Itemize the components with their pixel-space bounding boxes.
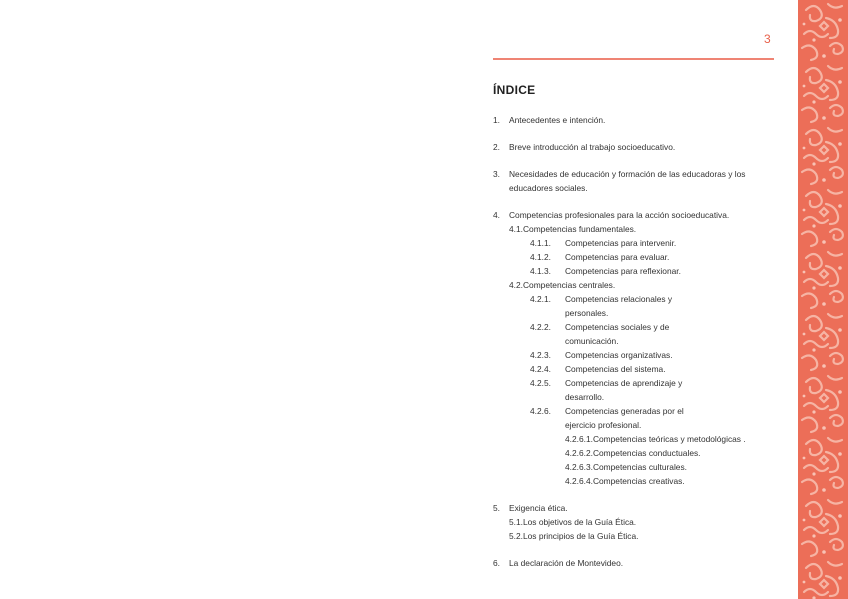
header-rule [493, 58, 774, 60]
toc-number: 6. [493, 558, 500, 568]
toc-item-2 [493, 140, 788, 154]
toc-number: 4.2.6. [530, 406, 551, 416]
toc-text: Necesidades de educación y formación de las educadoras y los educadores sociales. [509, 169, 746, 193]
toc-item-4-1-1 [493, 236, 788, 250]
toc-number: 5.2. [509, 531, 523, 541]
toc-item-4-2 [493, 278, 788, 292]
toc-text: Competencias relacionales y personales. [565, 294, 673, 318]
toc-item-4-1-3 [493, 264, 788, 278]
toc-text: Competencias conductuales. [592, 448, 701, 458]
toc-text: Competencias creativas. [592, 476, 685, 486]
toc-text: Competencias centrales. [522, 280, 616, 290]
toc-item-4-2-2 [493, 320, 788, 348]
toc-item-1 [493, 113, 788, 127]
toc-text: Competencias teóricas y metodológicas . [592, 434, 746, 444]
toc-text: Breve introducción al trabajo socioeducativo. [509, 142, 676, 152]
toc-number: 4.2.4. [530, 364, 551, 374]
toc-item-4-2-4 [493, 362, 788, 376]
toc-item-4-2-6-2 [493, 446, 788, 460]
toc-item-5-1 [493, 515, 788, 529]
toc-text: Competencias generadas por el ejercicio profesional. [565, 406, 684, 430]
toc-text: Exigencia ética. [509, 503, 568, 513]
toc-item-4-2-6-3 [493, 460, 788, 474]
toc-number: 3. [493, 169, 500, 179]
toc-text: Competencias culturales. [592, 462, 687, 472]
toc-text: Competencias fundamentales. [522, 224, 637, 234]
toc-item-6 [493, 556, 788, 570]
toc-text: Competencias para evaluar. [565, 252, 670, 262]
toc-item-4-1 [493, 222, 788, 236]
toc-text: Antecedentes e intención. [509, 115, 606, 125]
toc-item-5 [493, 501, 788, 515]
toc-text: Los principios de la Guía Ética. [522, 531, 639, 541]
toc-number: 4.2.5. [530, 378, 551, 388]
toc-number: 4.2.3. [530, 350, 551, 360]
toc-text: Competencias profesionales para la acción socioeducativa. [509, 210, 730, 220]
page-number: 3 [764, 32, 771, 46]
toc-text: Competencias sociales y de comunicación. [565, 322, 670, 346]
toc-number: 4. [493, 210, 500, 220]
toc-item-4-1-2 [493, 250, 788, 264]
toc-item-4-2-3 [493, 348, 788, 362]
toc-number: 5. [493, 503, 500, 513]
toc-number: 2. [493, 142, 500, 152]
toc-item-4 [493, 208, 788, 222]
toc-number: 5.1. [509, 517, 523, 527]
toc-item-4-2-6-1 [493, 432, 788, 446]
toc-number: 4.2.6.4. [565, 476, 593, 486]
toc-text: Competencias para reflexionar. [565, 266, 681, 276]
decorative-pattern-band [798, 0, 848, 599]
toc-item-4-2-1 [493, 292, 788, 320]
toc-number: 4.2. [509, 280, 523, 290]
toc-number: 1. [493, 115, 500, 125]
toc-number: 4.1. [509, 224, 523, 234]
toc-number: 4.1.1. [530, 238, 551, 248]
toc-item-4-2-6 [493, 404, 788, 432]
toc-number: 4.1.2. [530, 252, 551, 262]
toc-text: Los objetivos de la Guía Ética. [522, 517, 637, 527]
toc-item-4-2-6-4 [493, 474, 788, 488]
toc-text: Competencias del sistema. [565, 364, 666, 374]
toc-number: 4.2.6.2. [565, 448, 593, 458]
toc-item-3 [493, 167, 788, 195]
toc-item-5-2 [493, 529, 788, 543]
toc-item-4-2-5 [493, 376, 788, 404]
toc-number: 4.2.2. [530, 322, 551, 332]
toc-text: Competencias organizativas. [565, 350, 673, 360]
page-title: ÍNDICE [493, 83, 536, 97]
toc-text: La declaración de Montevideo. [509, 558, 624, 568]
toc-number: 4.1.3. [530, 266, 551, 276]
toc-number: 4.2.1. [530, 294, 551, 304]
toc-text: Competencias de aprendizaje y desarrollo. [565, 378, 683, 402]
toc-text: Competencias para intervenir. [565, 238, 677, 248]
toc-number: 4.2.6.1. [565, 434, 593, 444]
damask-pattern-icon [798, 0, 848, 599]
toc-number: 4.2.6.3. [565, 462, 593, 472]
table-of-contents [493, 113, 788, 570]
